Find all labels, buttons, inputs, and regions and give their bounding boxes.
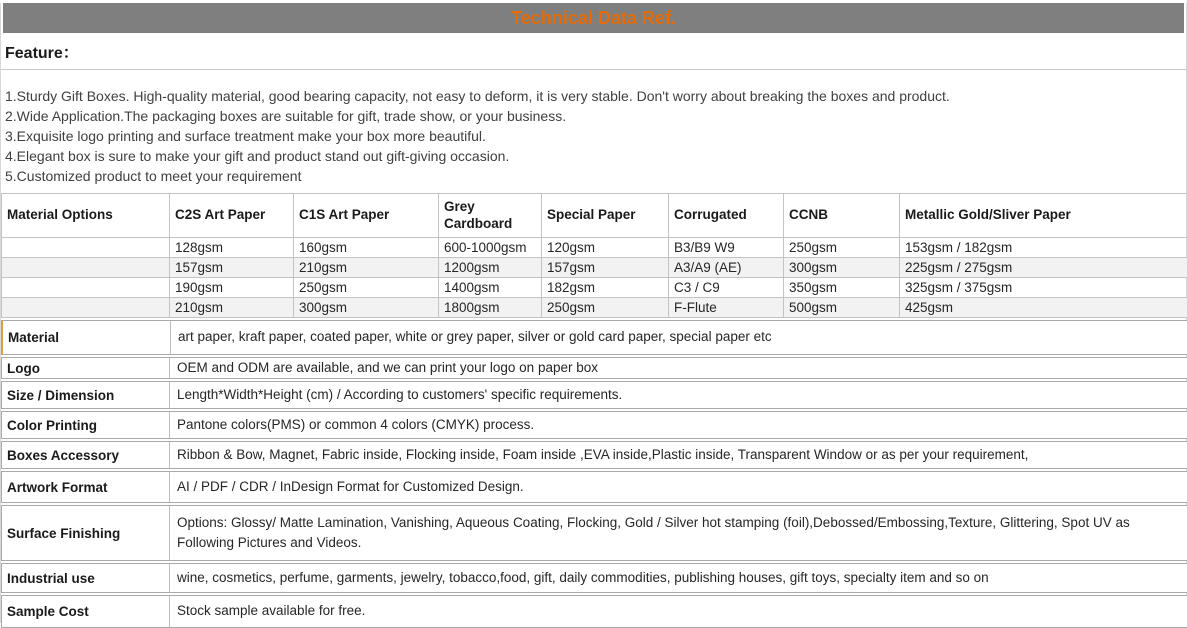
detail-row-logo xyxy=(1,357,1187,379)
spec-cell: 350gsm xyxy=(784,278,900,298)
spec-cell: 1800gsm xyxy=(439,298,542,318)
detail-rows xyxy=(1,320,1187,628)
spec-cell: 153gsm / 182gsm xyxy=(900,238,1187,258)
spec-cell: 425gsm xyxy=(900,298,1187,318)
detail-row-boxes-accessory xyxy=(1,441,1187,469)
spec-cell: 250gsm xyxy=(542,298,669,318)
col-header-grey-cardboard: Grey Cardboard xyxy=(439,194,542,238)
feature-item-1: 1.Sturdy Gift Boxes. High-quality material, good bearing capacity, not easy to deform, it is very stable. Don't worry about breaking the boxes and product. xyxy=(5,86,1186,106)
detail-label: Color Printing xyxy=(2,412,170,438)
col-header-metallic-paper: Metallic Gold/Sliver Paper xyxy=(900,194,1187,238)
col-header-material-options: Material Options xyxy=(2,194,170,238)
spec-cell xyxy=(2,258,170,278)
detail-value: Pantone colors(PMS) or common 4 colors (CMYK) process. xyxy=(170,412,1187,438)
feature-item-2: 2.Wide Application.The packaging boxes are suitable for gift, trade show, or your business. xyxy=(5,106,1186,126)
col-header-c2s-art-paper: C2S Art Paper xyxy=(170,194,294,238)
spec-cell xyxy=(2,238,170,258)
title-bar xyxy=(3,3,1184,33)
detail-row-industrial-use xyxy=(1,563,1187,593)
technical-data-sheet xyxy=(0,3,1187,623)
detail-label: Logo xyxy=(2,358,170,378)
col-header-special-paper: Special Paper xyxy=(542,194,669,238)
feature-heading: Feature： xyxy=(1,33,1186,70)
spec-cell: 1200gsm xyxy=(439,258,542,278)
detail-label: Material xyxy=(3,321,171,354)
detail-value: OEM and ODM are available, and we can print your logo on paper box xyxy=(170,358,1187,378)
feature-item-3: 3.Exquisite logo printing and surface treatment make your box more beautiful. xyxy=(5,126,1186,146)
detail-value: wine, cosmetics, perfume, garments, jewelry, tobacco,food, gift, daily commodities, publishing houses, gift toys, specialty item and so on xyxy=(170,564,1187,592)
material-options-table xyxy=(1,193,1187,318)
spec-header-row xyxy=(2,194,1187,238)
detail-value: AI / PDF / CDR / InDesign Format for Customized Design. xyxy=(170,472,1187,502)
feature-item-4: 4.Elegant box is sure to make your gift and product stand out gift-giving occasion. xyxy=(5,146,1186,166)
detail-value: art paper, kraft paper, coated paper, white or grey paper, silver or gold card paper, special paper etc xyxy=(171,321,1187,354)
col-header-corrugated: Corrugated xyxy=(669,194,784,238)
spec-row-4 xyxy=(2,298,1187,318)
spec-cell: 325gsm / 375gsm xyxy=(900,278,1187,298)
spec-cell: 160gsm xyxy=(294,238,439,258)
detail-value: Stock sample available for free. xyxy=(170,596,1187,627)
detail-label: Sample Cost xyxy=(2,596,170,627)
detail-label: Industrial use xyxy=(2,564,170,592)
spec-cell: 500gsm xyxy=(784,298,900,318)
detail-label: Boxes Accessory xyxy=(2,442,170,468)
spec-cell: 210gsm xyxy=(294,258,439,278)
spec-cell: 157gsm xyxy=(542,258,669,278)
spec-cell: 128gsm xyxy=(170,238,294,258)
spec-cell: 182gsm xyxy=(542,278,669,298)
spec-row-3 xyxy=(2,278,1187,298)
detail-row-size-dimension xyxy=(1,381,1187,409)
detail-label: Surface Finishing xyxy=(2,506,170,560)
col-header-c1s-art-paper: C1S Art Paper xyxy=(294,194,439,238)
detail-value: Options: Glossy/ Matte Lamination, Vanishing, Aqueous Coating, Flocking, Gold / Silver hot stamping (foil),Debossed/Embossing,Texture, Glittering, Spot UV as Following Pictures and Videos. xyxy=(170,506,1187,560)
spec-cell: 300gsm xyxy=(294,298,439,318)
spec-cell: 250gsm xyxy=(294,278,439,298)
detail-row-surface-finishing xyxy=(1,505,1187,561)
detail-row-artwork-format xyxy=(1,471,1187,503)
spec-cell: 157gsm xyxy=(170,258,294,278)
spec-row-2 xyxy=(2,258,1187,278)
feature-item-5: 5.Customized product to meet your requirement xyxy=(5,166,1186,186)
detail-value: Length*Width*Height (cm) / According to customers' specific requirements. xyxy=(170,382,1187,408)
spec-cell: A3/A9 (AE) xyxy=(669,258,784,278)
page-title: Technical Data Ref. xyxy=(511,8,676,29)
spec-cell: 225gsm / 275gsm xyxy=(900,258,1187,278)
feature-list xyxy=(1,86,1186,186)
spec-cell: 600-1000gsm xyxy=(439,238,542,258)
spec-cell: 120gsm xyxy=(542,238,669,258)
spec-cell xyxy=(2,298,170,318)
spec-cell xyxy=(2,278,170,298)
spec-cell: C3 / C9 xyxy=(669,278,784,298)
spec-cell: 1400gsm xyxy=(439,278,542,298)
detail-label: Size / Dimension xyxy=(2,382,170,408)
spec-cell: 190gsm xyxy=(170,278,294,298)
detail-value: Ribbon & Bow, Magnet, Fabric inside, Flocking inside, Foam inside ,EVA inside,Plastic inside, Transparent Window or as per your requirement, xyxy=(170,442,1187,468)
detail-row-material xyxy=(1,320,1187,355)
detail-row-color-printing xyxy=(1,411,1187,439)
spec-cell: 300gsm xyxy=(784,258,900,278)
col-header-ccnb: CCNB xyxy=(784,194,900,238)
spec-cell: 210gsm xyxy=(170,298,294,318)
spec-row-1 xyxy=(2,238,1187,258)
detail-label: Artwork Format xyxy=(2,472,170,502)
spec-cell: 250gsm xyxy=(784,238,900,258)
detail-row-sample-cost xyxy=(1,595,1187,628)
spec-cell: B3/B9 W9 xyxy=(669,238,784,258)
spec-cell: F-Flute xyxy=(669,298,784,318)
